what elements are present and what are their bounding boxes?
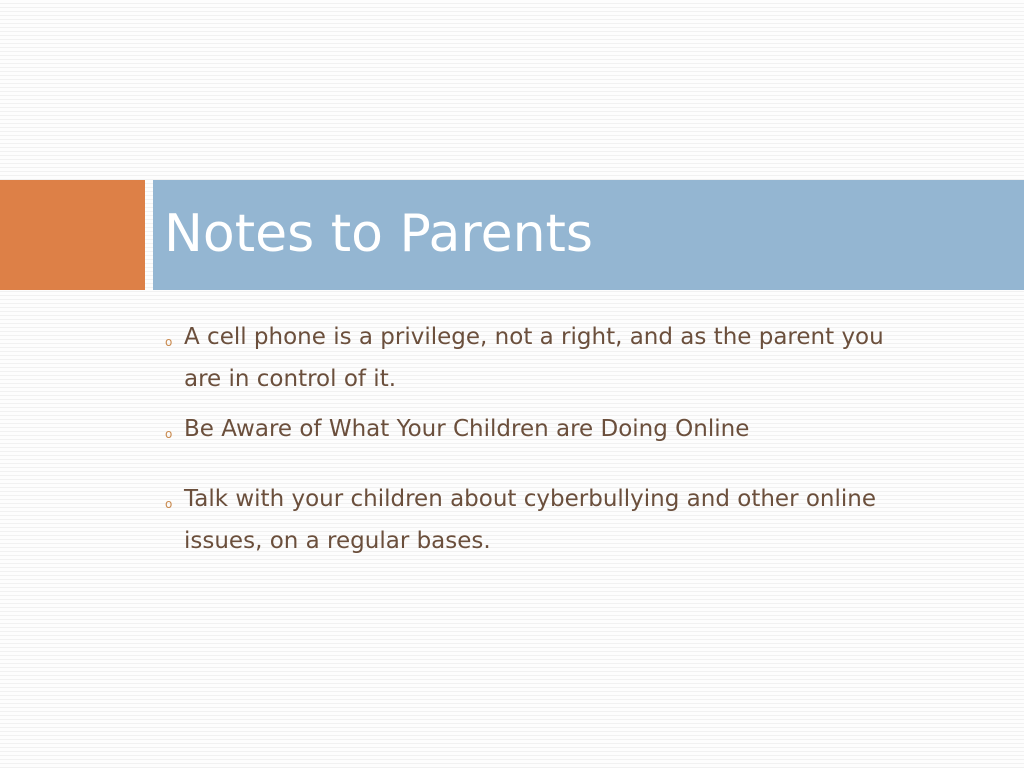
bullet-item [165,408,925,450]
bullet-marker-icon: o [165,497,173,511]
bullet-item [165,478,925,562]
slide-title: Notes to Parents [164,204,593,264]
bullet-text: Be Aware of What Your Children are Doing Online [184,416,750,442]
orange-accent-block [0,180,145,290]
bullet-marker-icon: o [165,427,173,441]
bullet-list [165,316,925,562]
title-bar [153,180,1024,290]
bullet-marker-icon: o [165,335,173,349]
bullet-text: Talk with your children about cyberbullying and other online issues, on a regular bases. [184,486,876,554]
bullet-item [165,316,925,400]
bullet-text: A cell phone is a privilege, not a right, and as the parent you are in control of it. [184,324,884,392]
